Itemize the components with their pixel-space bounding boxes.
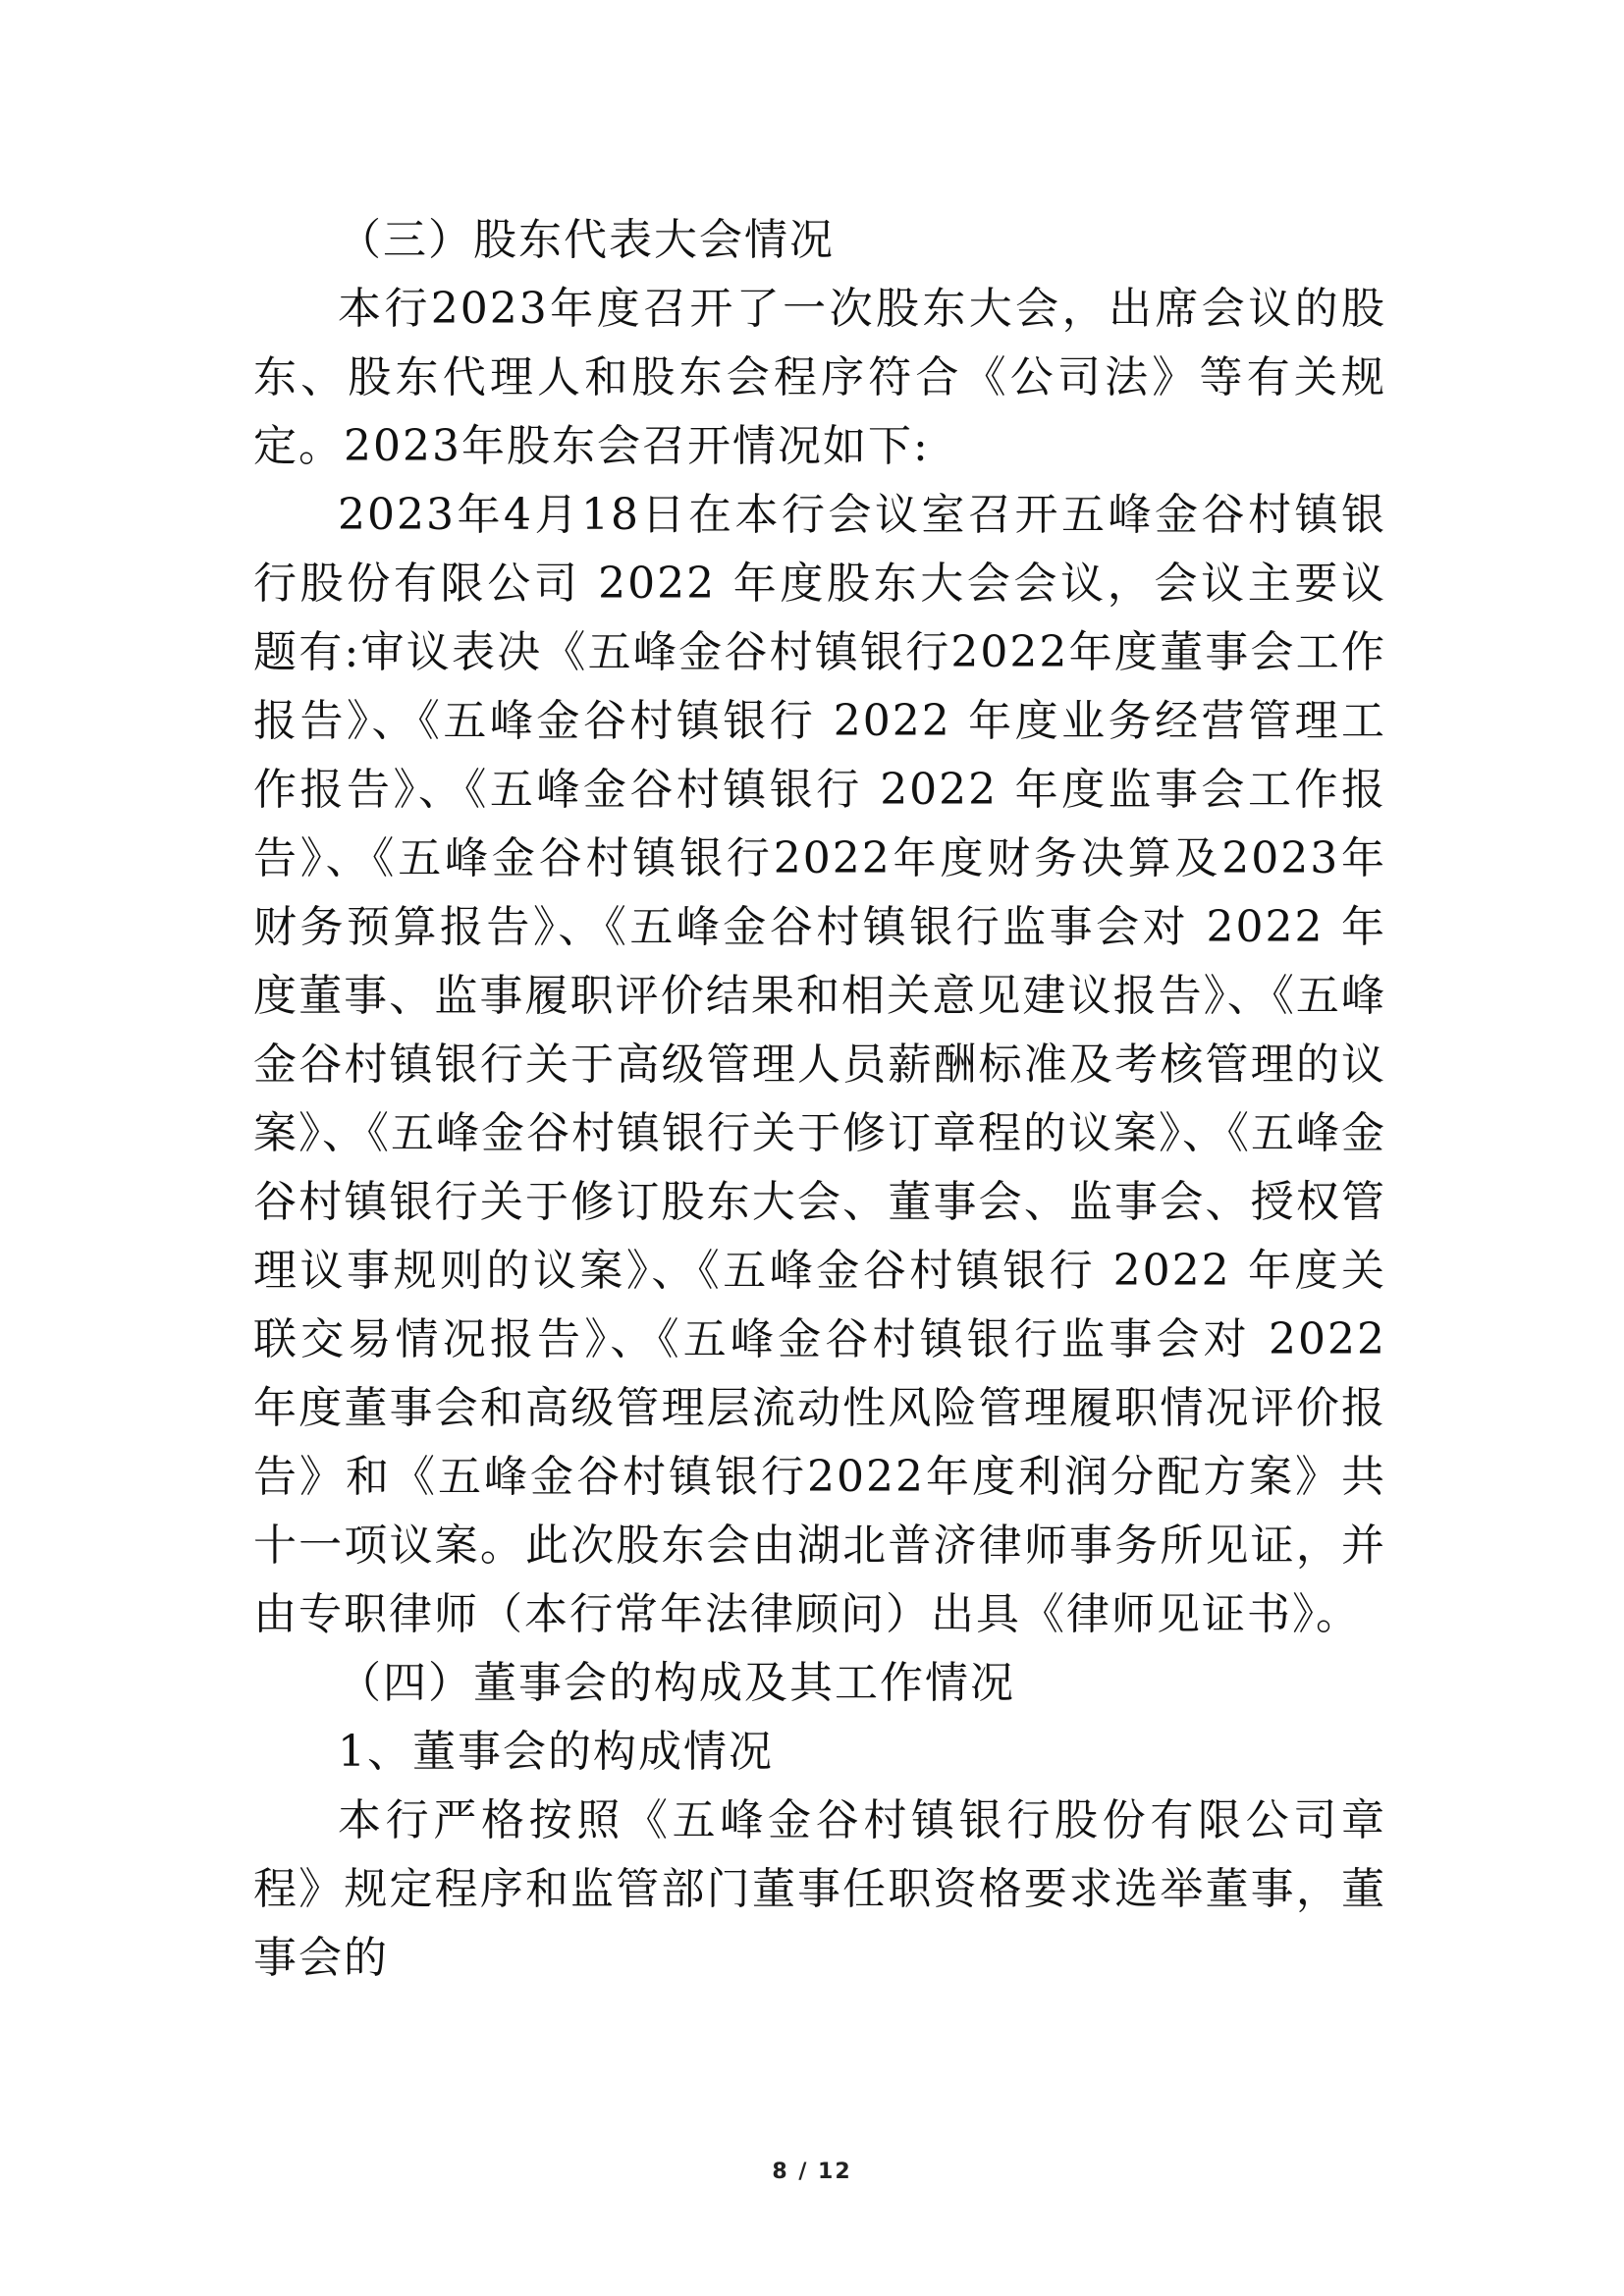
- section-heading-shareholders-meeting: （三）股东代表大会情况: [338, 215, 835, 265]
- document-body: [253, 206, 1386, 1993]
- paragraph-board-election: 本行严格按照《五峰金谷村镇银行股份有限公司章程》规定程序和监管部门董事任职资格要求选举董事，董事会的: [253, 1795, 1386, 1983]
- paragraph-meeting-details: 2023年4月18日在本行会议室召开五峰金谷村镇银行股份有限公司 2022 年度股东大会会议，会议主要议题有:审议表决《五峰金谷村镇银行2022年度董事会工作报告》、《五峰金谷村镇银行 2022 年度业务经营管理工作报告》、《五峰金谷村镇银行 2022 年度监事会工作报告》、《五峰金谷村镇银行2022年度财务决算及2023年财务预算报告》、《五峰金谷村镇银行监事会对 2022 年度董事、监事履职评价结果和相关意见建议报告》、《五峰金谷村镇银行关于高级管理人员薪酬标准及考核管理的议案》、《五峰金谷村镇银行关于修订章程的议案》、《五峰金谷村镇银行关于修订股东大会、董事会、监事会、授权管理议事规则的议案》、《五峰金谷村镇银行 2022 年度关联交易情况报告》、《五峰金谷村镇银行监事会对 2022 年度董事会和高级管理层流动性风险管理履职情况评价报告》和《五峰金谷村镇银行2022年度利润分配方案》共十一项议案。此次股东会由湖北普济律师事务所见证，并由专职律师（本行常年法律顾问）出具《律师见证书》。: [253, 490, 1386, 1639]
- page-number: 8 / 12: [772, 2160, 852, 2184]
- paragraph-meeting-summary: 本行2023年度召开了一次股东大会，出席会议的股东、股东代理人和股东会程序符合《公司法》等有关规定。2023年股东会召开情况如下:: [253, 284, 1386, 471]
- section-heading-board-composition: （四）董事会的构成及其工作情况: [338, 1658, 1015, 1708]
- subsection-heading-board-composition: 1、董事会的构成情况: [338, 1727, 774, 1777]
